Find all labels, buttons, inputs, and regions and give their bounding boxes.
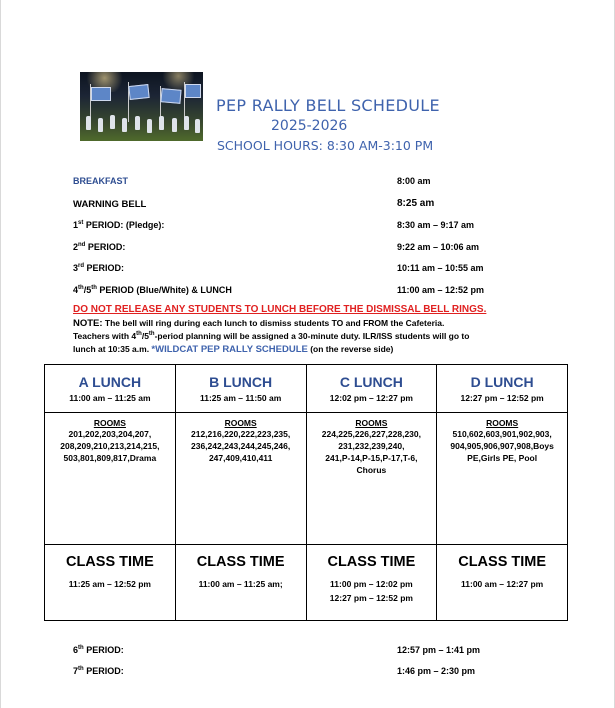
lunch-d-class-time: CLASS TIME 11:00 am – 12:27 pm — [437, 545, 568, 621]
lunch-b-time: 11:25 am – 11:50 am — [199, 393, 282, 403]
period-3-time: 10:11 am – 10:55 am — [397, 263, 484, 273]
note-line-1: NOTE: The bell will ring during each lunch to dismiss students TO and FROM the Cafeteria. — [73, 318, 445, 329]
lunch-table — [44, 364, 568, 621]
lunch-b-rooms: ROOMS 212,216,220,222,223,235, 236,242,243,244,245,246, 247,409,410,411 — [175, 413, 306, 545]
lunch-a-time: 11:00 am – 11:25 am — [69, 393, 151, 403]
lunch-a-class-time: CLASS TIME 11:25 am – 12:52 pm — [45, 545, 176, 621]
lunch-a-rooms: ROOMS 201,202,203,204,207, 208,209,210,213,214,215, 503,801,809,817,Drama — [45, 413, 176, 545]
school-year: 2025-2026 — [271, 118, 348, 134]
lunch-release-warning: DO NOT RELEASE ANY STUDENTS TO LUNCH BEFORE THE DISMISSAL BELL RINGS. — [73, 304, 487, 315]
lunch-c-header — [306, 365, 437, 413]
pep-rally-photo — [80, 72, 203, 141]
lunch-c-rooms: ROOMS 224,225,226,227,228,230, 231,232,239,240, 241,P-14,P-15,P-17,T-6, Chorus — [306, 413, 437, 545]
warning-bell-time: 8:25 am — [397, 198, 435, 209]
pep-rally-schedule-link: *WILDCAT PEP RALLY SCHEDULE — [151, 344, 308, 355]
period-2-label: 2nd PERIOD: — [73, 242, 126, 252]
period-6-time: 12:57 pm – 1:41 pm — [397, 645, 481, 655]
period-6-label: 6th PERIOD: — [73, 645, 124, 655]
lunch-d-rooms: ROOMS 510,602,603,901,902,903, 904,905,906,907,908,Boys PE,Girls PE, Pool — [437, 413, 568, 545]
period-3-label: 3rd PERIOD: — [73, 263, 125, 273]
lunch-c-name: C LUNCH — [339, 374, 403, 390]
note-line-3: lunch at 10:35 a.m. *WILDCAT PEP RALLY SCHEDULE (on the reverse side) — [73, 344, 394, 355]
period-2-time: 9:22 am – 10:06 am — [397, 242, 480, 252]
warning-bell-label: WARNING BELL — [73, 199, 147, 210]
lunch-a-name: A LUNCH — [78, 374, 142, 390]
period-4-5-time: 11:00 am – 12:52 pm — [397, 285, 485, 295]
lunch-c-time: 12:02 pm – 12:27 pm — [329, 393, 413, 403]
note-line-2: Teachers with 4th/5th-period planning will be assigned a 30-minute duty. ILR/ISS students will go to — [73, 331, 470, 341]
lunch-b-class-time: CLASS TIME 11:00 am – 11:25 am; — [175, 545, 306, 621]
breakfast-label: BREAKFAST — [73, 176, 129, 186]
schedule-title: PEP RALLY BELL SCHEDULE — [216, 96, 440, 115]
period-4-5-label: 4th/5th PERIOD (Blue/White) & LUNCH — [73, 285, 232, 295]
lunch-d-name: D LUNCH — [470, 374, 534, 390]
period-7-label: 7th PERIOD: — [73, 666, 124, 676]
breakfast-time: 8:00 am — [397, 176, 431, 186]
lunch-b-header — [175, 365, 306, 413]
period-1-label: 1st PERIOD: (Pledge): — [73, 220, 165, 230]
lunch-b-name: B LUNCH — [209, 374, 273, 390]
school-hours: SCHOOL HOURS: 8:30 AM-3:10 PM — [217, 138, 434, 153]
lunch-d-time: 12:27 pm – 12:52 pm — [460, 393, 544, 403]
lunch-d-header — [437, 365, 568, 413]
lunch-a-header — [45, 365, 176, 413]
lunch-c-class-time: CLASS TIME 11:00 pm – 12:02 pm 12:27 pm – 12:52 pm — [306, 545, 437, 621]
period-7-time: 1:46 pm – 2:30 pm — [397, 666, 476, 676]
period-1-time: 8:30 am – 9:17 am — [397, 220, 475, 230]
